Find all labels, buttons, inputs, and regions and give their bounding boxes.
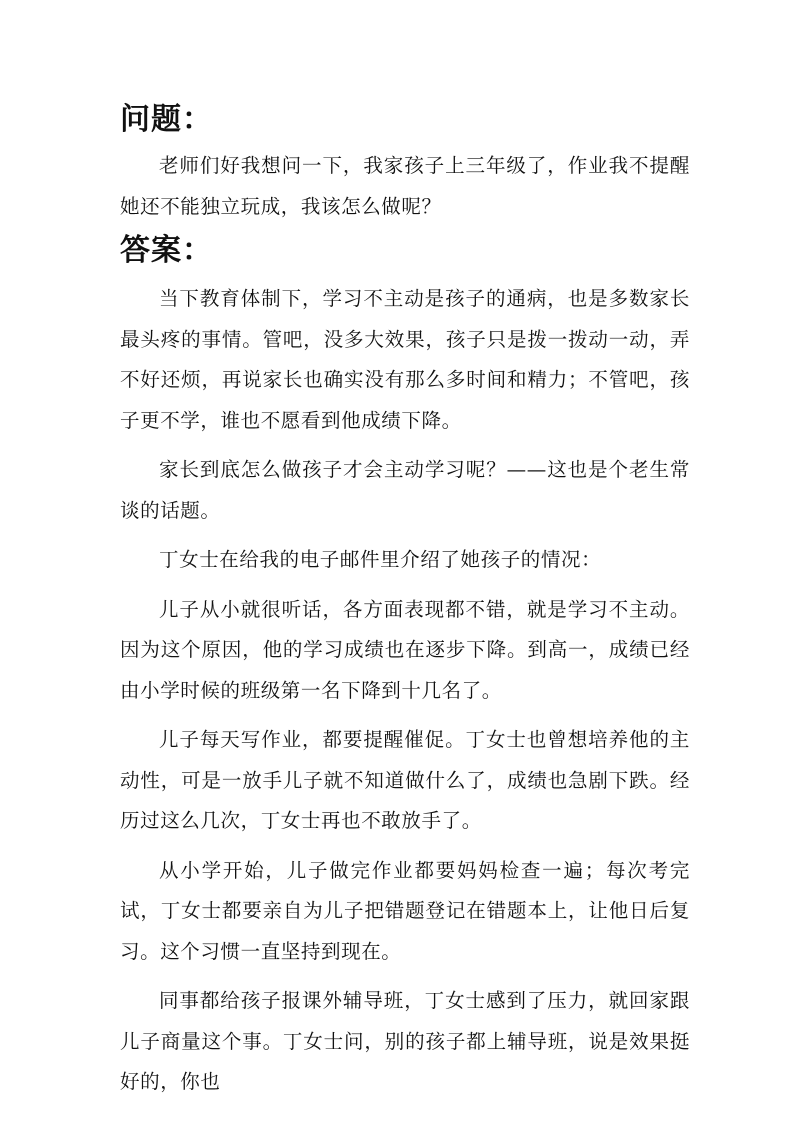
- answer-paragraph-6: 从小学开始，儿子做完作业都要妈妈检查一遍；每次考完试，丁女士都要亲自为儿子把错题登记在错题本上，让他日后复习。这个习惯一直坚持到现在。: [120, 858, 690, 963]
- answer-heading: 答案：: [120, 233, 213, 268]
- answer-paragraph-1: 当下教育体制下，学习不主动是孩子的通病，也是多数家长最头疼的事情。管吧，没多大效果，孩子只是拨一拨动一动，弄不好还烦，再说家长也确实没有那么多时间和精力；不管吧，孩子更不学，谁也不愿看到他成绩下降。: [120, 287, 690, 432]
- answer-paragraph-2: 家长到底怎么做孩子才会主动学习呢？——这也是个老生常谈的话题。: [120, 458, 690, 522]
- question-heading: 问题：: [120, 102, 213, 137]
- question-paragraph: 老师们好我想问一下，我家孩子上三年级了，作业我不提醒她还不能独立玩成，我该怎么做呢？: [120, 154, 690, 218]
- answer-paragraph-7: 同事都给孩子报课外辅导班，丁女士感到了压力，就回家跟儿子商量这个事。丁女士问，别的孩子都上辅导班，说是效果挺好的，你也: [120, 989, 690, 1093]
- answer-paragraph-4: 儿子从小就很听话，各方面表现都不错，就是学习不主动。因为这个原因，他的学习成绩也在逐步下降。到高一，成绩已经由小学时候的班级第一名下降到十几名了。: [120, 597, 690, 702]
- answer-paragraph-5: 儿子每天写作业，都要提醒催促。丁女士也曾想培养他的主动性，可是一放手儿子就不知道做什么了，成绩也急剧下跌。经历过这么几次，丁女士再也不敢放手了。: [120, 728, 690, 832]
- document-body: [120, 98, 690, 1103]
- answer-paragraph-3: 丁女士在给我的电子邮件里介绍了她孩子的情况：: [159, 548, 602, 571]
